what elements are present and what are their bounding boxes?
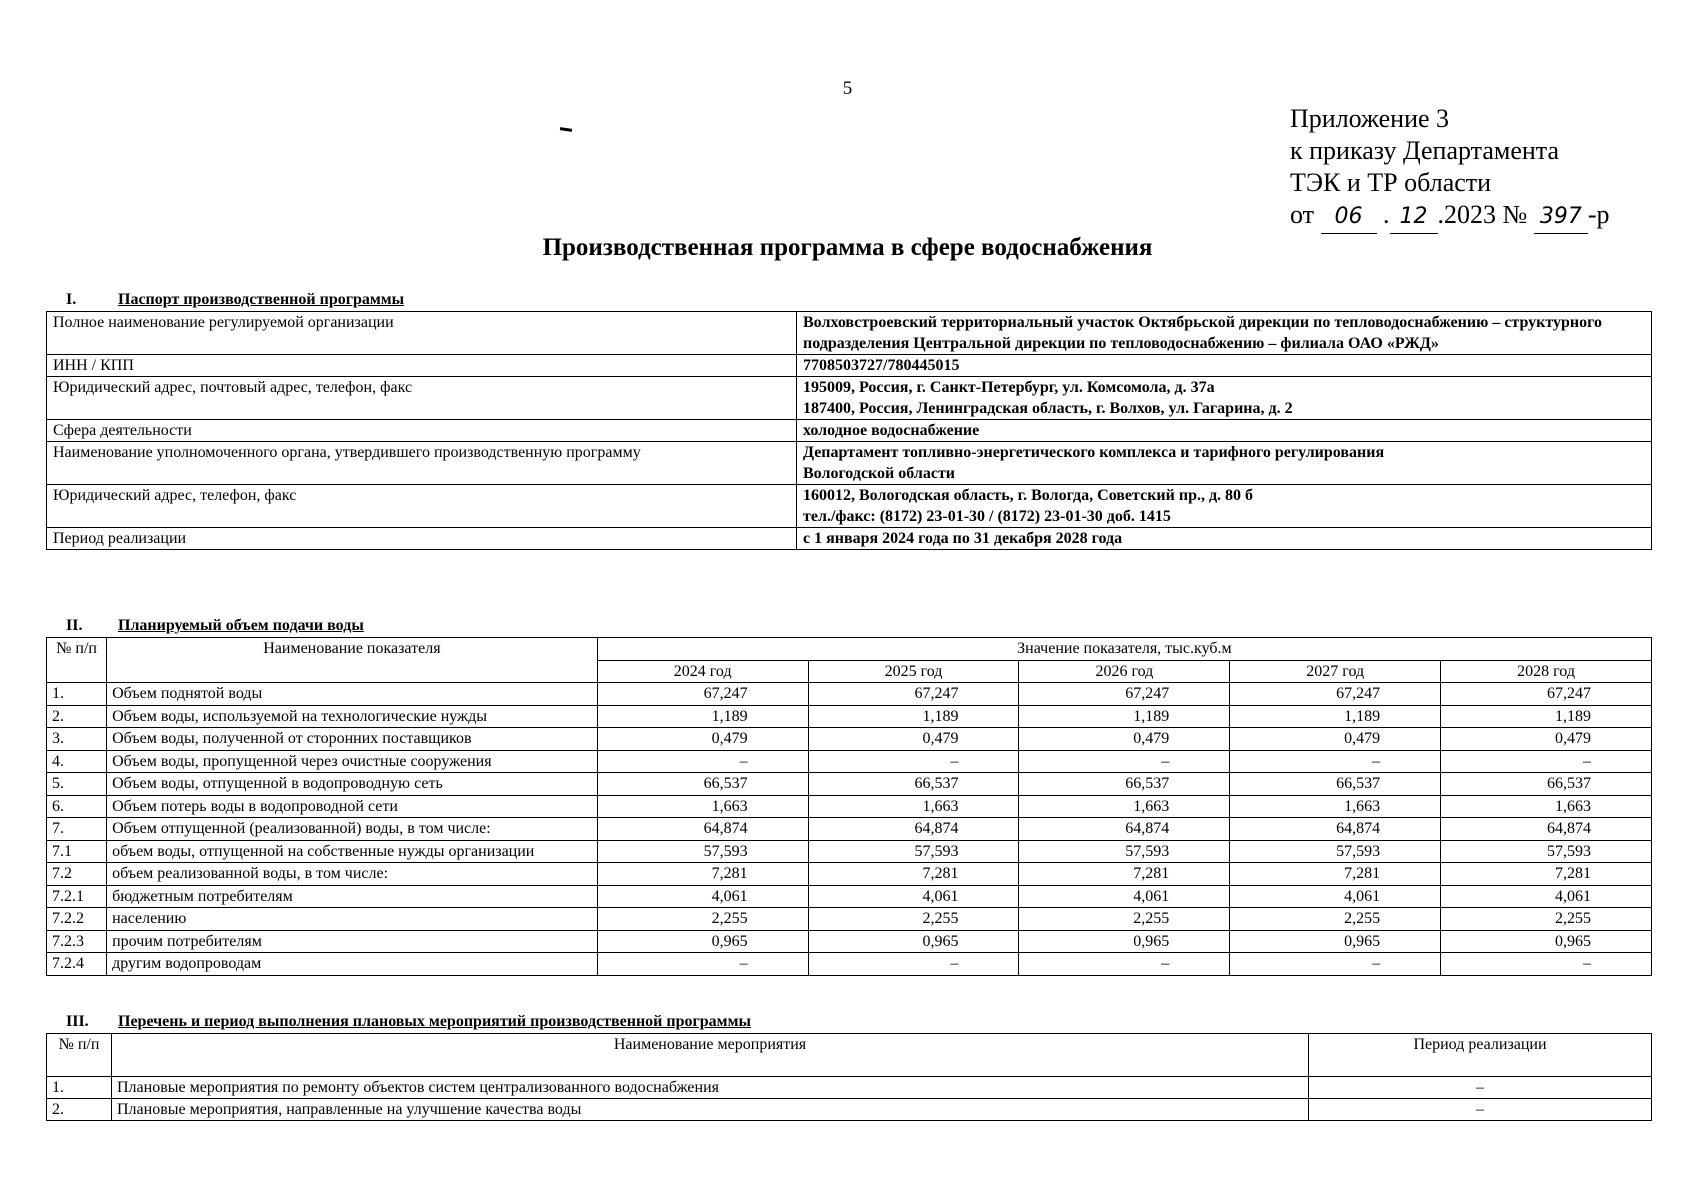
section-2-title: Планируемый объем подачи воды (118, 617, 364, 634)
row-name: Объем поднятой воды (107, 683, 598, 706)
row-number: 7.2 (47, 863, 107, 886)
year-value: 66,537 (597, 773, 808, 796)
year-header: 2027 год (1230, 660, 1441, 683)
row-name: прочим потребителям (107, 930, 598, 953)
year-header: 2028 год (1441, 660, 1652, 683)
year-value: 1,663 (1019, 795, 1230, 818)
year-value: 0,965 (597, 930, 808, 953)
row-number: 7.2.2 (47, 908, 107, 931)
column-header-name: Наименование показателя (107, 638, 598, 683)
table-row (47, 750, 1652, 773)
value-line-2: тел./факс: (8172) 23-01-30 / (8172) 23-01-30 доб. 1415 (803, 508, 1171, 525)
appendix-line-3: ТЭК и ТР области (1290, 168, 1492, 197)
row-name: Плановые мероприятия, направленные на улучшение качества воды (112, 1099, 1309, 1121)
year-value: 0,965 (1441, 930, 1652, 953)
year-value: 4,061 (808, 885, 1019, 908)
value-line-2: Вологодской области (803, 465, 956, 482)
year-value: 0,965 (1230, 930, 1441, 953)
row-name: объем реализованной воды, в том числе: (107, 863, 598, 886)
section-1-title: Паспорт производственной программы (118, 291, 405, 308)
table-row (47, 773, 1652, 796)
column-header-period: Период реализации (1309, 1034, 1652, 1077)
row-name: населению (107, 908, 598, 931)
table-row (47, 355, 1652, 377)
row-name: Объем воды, используемой на технологические нужды (107, 705, 598, 728)
table-row (47, 863, 1652, 886)
row-name: Объем воды, пропущенной через очистные сооружения (107, 750, 598, 773)
table-row (47, 420, 1652, 442)
row-name: Плановые мероприятия по ремонту объектов систем централизованного водоснабжения (112, 1077, 1309, 1099)
table-row (47, 705, 1652, 728)
year-value: 1,663 (1441, 795, 1652, 818)
year-value: 0,479 (1019, 728, 1230, 751)
table-row (47, 683, 1652, 706)
year-value: – (1019, 953, 1230, 976)
year-value: 0,479 (1441, 728, 1652, 751)
row-value (797, 377, 1652, 420)
row-label: ИНН / КПП (47, 355, 797, 377)
year-value: 1,663 (1230, 795, 1441, 818)
date-prefix: от (1290, 200, 1315, 229)
year-value: – (1019, 750, 1230, 773)
year-value: 0,965 (1019, 930, 1230, 953)
section-3-title: Перечень и период выполнения плановых мероприятий производственной программы (118, 1013, 751, 1030)
handwritten-month: 12 (1390, 201, 1438, 234)
year-value: 1,663 (597, 795, 808, 818)
year-value: 1,663 (808, 795, 1019, 818)
table-row (47, 442, 1652, 485)
year-value: 7,281 (1230, 863, 1441, 886)
table-row (47, 528, 1652, 550)
year-value: 0,965 (808, 930, 1019, 953)
year-value: 1,189 (808, 705, 1019, 728)
year-value: 57,593 (1230, 840, 1441, 863)
table-row (47, 485, 1652, 528)
section-1-heading (48, 291, 404, 309)
row-number: 7.1 (47, 840, 107, 863)
year-value: – (1441, 953, 1652, 976)
year-value: – (597, 750, 808, 773)
row-name: Объем потерь воды в водопроводной сети (107, 795, 598, 818)
year-value: 2,255 (1441, 908, 1652, 931)
row-label: Период реализации (47, 528, 797, 550)
header-row (47, 1034, 1652, 1077)
year-value: – (808, 953, 1019, 976)
year-value: 64,874 (597, 818, 808, 841)
row-number: 7. (47, 818, 107, 841)
number-suffix: -р (1587, 200, 1610, 229)
year-value: 0,479 (1230, 728, 1441, 751)
year-value: 67,247 (1441, 683, 1652, 706)
row-value: 7708503727/780445015 (797, 355, 1652, 377)
year-value: 67,247 (1019, 683, 1230, 706)
value-line-1: Департамент топливно-энергетического комплекса и тарифного регулирования (803, 444, 1385, 461)
appendix-line-2: к приказу Департамента (1290, 136, 1560, 165)
table-row (47, 885, 1652, 908)
year-value: 64,874 (808, 818, 1019, 841)
column-header-number: № п/п (47, 1034, 112, 1077)
row-name: другим водопроводам (107, 953, 598, 976)
column-header-number: № п/п (47, 638, 107, 683)
row-number: 1. (47, 1077, 112, 1099)
table-row (47, 377, 1652, 420)
row-label: Юридический адрес, почтовый адрес, телефон, факс (47, 377, 797, 420)
year-value: – (1230, 750, 1441, 773)
row-value (797, 442, 1652, 485)
year-value: – (1441, 750, 1652, 773)
year-value: – (1230, 953, 1441, 976)
row-name: Объем воды, отпущенной в водопроводную сеть (107, 773, 598, 796)
row-value: холодное водоснабжение (797, 420, 1652, 442)
appendix-block (1290, 103, 1610, 234)
column-header-name: Наименование мероприятия (112, 1034, 1309, 1077)
year-header: 2024 год (597, 660, 808, 683)
year-value: 66,537 (1441, 773, 1652, 796)
value-line-2: 187400, Россия, Ленинградская область, г. Волхов, ул. Гагарина, д. 2 (803, 400, 1293, 417)
year-value: 7,281 (1441, 863, 1652, 886)
document-title: Производственная программа в сфере водоснабжения (542, 234, 1153, 261)
section-3-heading (48, 1013, 751, 1031)
handwritten-day: 06 (1321, 201, 1377, 234)
row-value (797, 485, 1652, 528)
row-number: 7.2.3 (47, 930, 107, 953)
year-value: 1,189 (1230, 705, 1441, 728)
table-row (47, 930, 1652, 953)
table-row (47, 840, 1652, 863)
table-row (47, 818, 1652, 841)
row-period: – (1309, 1099, 1652, 1121)
section-2-heading (48, 617, 364, 635)
section-2-number: II. (66, 617, 83, 634)
row-number: 4. (47, 750, 107, 773)
header-row (47, 638, 1652, 661)
row-value: с 1 января 2024 года по 31 декабря 2028 года (797, 528, 1652, 550)
year-value: 57,593 (1019, 840, 1230, 863)
table-row (47, 953, 1652, 976)
year-value: 66,537 (1230, 773, 1441, 796)
year-value: 1,189 (1019, 705, 1230, 728)
row-number: 6. (47, 795, 107, 818)
year-value: – (808, 750, 1019, 773)
year-value: 2,255 (597, 908, 808, 931)
year-value: 67,247 (808, 683, 1019, 706)
column-header-value: Значение показателя, тыс.куб.м (597, 638, 1651, 661)
year-value: 2,255 (1019, 908, 1230, 931)
year-value: 4,061 (1230, 885, 1441, 908)
value-line-1: 195009, Россия, г. Санкт-Петербург, ул. Комсомола, д. 37а (803, 379, 1215, 396)
year-header: 2025 год (808, 660, 1019, 683)
passport-table (46, 311, 1652, 550)
row-period: – (1309, 1077, 1652, 1099)
year-value: 57,593 (1441, 840, 1652, 863)
table-row (47, 728, 1652, 751)
table-row (47, 1077, 1652, 1099)
row-name: объем воды, отпущенной на собственные нужды организации (107, 840, 598, 863)
year-value: 1,189 (1441, 705, 1652, 728)
year-value: 67,247 (597, 683, 808, 706)
year-value: 66,537 (808, 773, 1019, 796)
row-number: 2. (47, 705, 107, 728)
row-number: 7.2.4 (47, 953, 107, 976)
year-header: 2026 год (1019, 660, 1230, 683)
year-value: 0,479 (597, 728, 808, 751)
row-name: Объем отпущенной (реализованной) воды, в том числе: (107, 818, 598, 841)
row-name: бюджетным потребителям (107, 885, 598, 908)
row-label: Наименование уполномоченного органа, утвердившего производственную программу (47, 442, 797, 485)
row-number: 3. (47, 728, 107, 751)
year-value: 66,537 (1019, 773, 1230, 796)
row-number: 5. (47, 773, 107, 796)
year-value: 67,247 (1230, 683, 1441, 706)
date-year: .2023 № (1437, 200, 1528, 229)
year-value: 4,061 (1441, 885, 1652, 908)
row-value: Волховстроевский территориальный участок Октябрьской дирекции по тепловодоснабжению – структурного подразделения Центральной дирекции по тепловодоснабжению – филиала ОАО «РЖД» (797, 312, 1652, 355)
row-number: 7.2.1 (47, 885, 107, 908)
events-table (46, 1033, 1652, 1121)
appendix-date-line: от 06 . 12 .2023 № 397 -р (1290, 199, 1610, 234)
year-value: 64,874 (1230, 818, 1441, 841)
appendix-line-1: Приложение 3 (1290, 104, 1450, 133)
value-line-1: 160012, Вологодская область, г. Вологда, Советский пр., д. 80 б (803, 487, 1254, 504)
year-value: – (597, 953, 808, 976)
handwritten-number: 397 (1534, 201, 1588, 234)
ink-mark (560, 127, 572, 132)
row-label: Полное наименование регулируемой организации (47, 312, 797, 355)
table-row (47, 312, 1652, 355)
year-value: 0,479 (808, 728, 1019, 751)
section-1-number: I. (66, 291, 77, 308)
page-number: 5 (842, 78, 853, 99)
year-value: 7,281 (1019, 863, 1230, 886)
year-value: 2,255 (808, 908, 1019, 931)
section-3-number: III. (66, 1013, 89, 1030)
year-value: 1,189 (597, 705, 808, 728)
row-name: Объем воды, полученной от сторонних поставщиков (107, 728, 598, 751)
table-row (47, 795, 1652, 818)
year-value: 7,281 (808, 863, 1019, 886)
year-value: 64,874 (1441, 818, 1652, 841)
year-value: 2,255 (1230, 908, 1441, 931)
year-value: 4,061 (1019, 885, 1230, 908)
year-value: 57,593 (808, 840, 1019, 863)
year-value: 7,281 (597, 863, 808, 886)
volume-table-body (47, 683, 1652, 976)
row-number: 2. (47, 1099, 112, 1121)
table-row (47, 1099, 1652, 1121)
table-row (47, 908, 1652, 931)
row-label: Юридический адрес, телефон, факс (47, 485, 797, 528)
row-label: Сфера деятельности (47, 420, 797, 442)
year-value: 4,061 (597, 885, 808, 908)
year-value: 64,874 (1019, 818, 1230, 841)
row-number: 1. (47, 683, 107, 706)
water-volume-table (46, 637, 1652, 976)
year-value: 57,593 (597, 840, 808, 863)
